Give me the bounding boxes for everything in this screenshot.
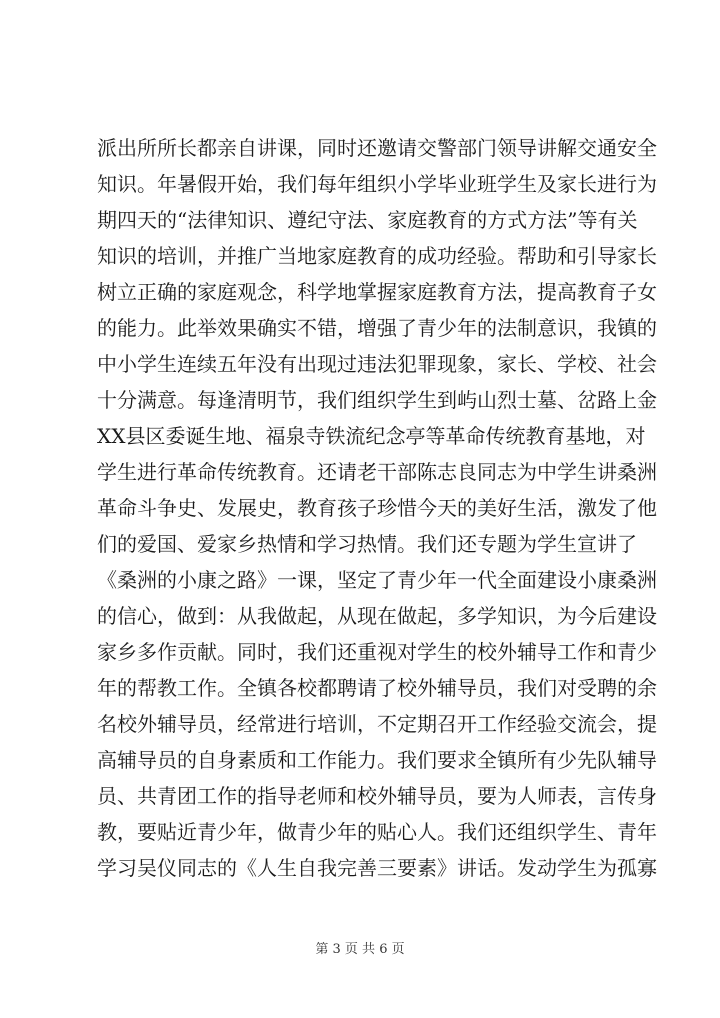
text-line: 高辅导员的自身素质和工作能力。我们要求全镇所有少先队辅导 bbox=[97, 748, 657, 772]
text-line: 们的爱国、爱家乡热情和学习热情。我们还专题为学生宣讲了 bbox=[97, 532, 637, 556]
text-line: 年的帮教工作。全镇各校都聘请了校外辅导员，我们对受聘的余 bbox=[97, 676, 657, 700]
text-line: 《桑洲的小康之路》一课，坚定了青少年一代全面建设小康桑洲 bbox=[97, 568, 657, 592]
text-line: 学生进行革命传统教育。还请老干部陈志良同志为中学生讲桑洲 bbox=[97, 460, 657, 484]
text-line: 学习吴仪同志的《人生自我完善三要素》讲话。发动学生为孤寡 bbox=[97, 856, 657, 880]
body-text bbox=[97, 130, 657, 886]
text-line: 期四天的“法律知识、遵纪守法、家庭教育的方式方法”等有关 bbox=[97, 208, 638, 232]
text-line: 知识的培训，并推广当地家庭教育的成功经验。帮助和引导家长 bbox=[97, 244, 657, 268]
text-line: 知识。年暑假开始，我们每年组织小学毕业班学生及家长进行为 bbox=[97, 172, 657, 196]
text-line: 家乡多作贡献。同时，我们还重视对学生的校外辅导工作和青少 bbox=[97, 640, 657, 664]
text-line: 员、共青团工作的指导老师和校外辅导员，要为人师表，言传身 bbox=[97, 784, 657, 808]
text-line: 树立正确的家庭观念，科学地掌握家庭教育方法，提高教育子女 bbox=[97, 280, 657, 304]
text-line: 派出所所长都亲自讲课，同时还邀请交警部门领导讲解交通安全 bbox=[97, 136, 657, 160]
page-footer: 第 3 页 共 6 页 bbox=[315, 942, 405, 957]
text-line: 中小学生连续五年没有出现过违法犯罪现象，家长、学校、社会 bbox=[97, 352, 657, 376]
text-line: 教，要贴近青少年，做青少年的贴心人。我们还组织学生、青年 bbox=[97, 820, 657, 844]
text-line: 十分满意。每逢清明节，我们组织学生到屿山烈士墓、岔路上金 bbox=[97, 388, 657, 412]
text-line: 名校外辅导员，经常进行培训，不定期召开工作经验交流会，提 bbox=[97, 712, 657, 736]
text-line: 革命斗争史、发展史，教育孩子珍惜今天的美好生活，激发了他 bbox=[97, 496, 657, 520]
text-line: 的信心，做到：从我做起，从现在做起，多学知识，为今后建设 bbox=[97, 604, 657, 628]
text-line: 的能力。此举效果确实不错，增强了青少年的法制意识，我镇的 bbox=[97, 316, 657, 340]
text-line: XX县区委诞生地、福泉寺铁流纪念亭等革命传统教育基地，对 bbox=[97, 424, 646, 448]
